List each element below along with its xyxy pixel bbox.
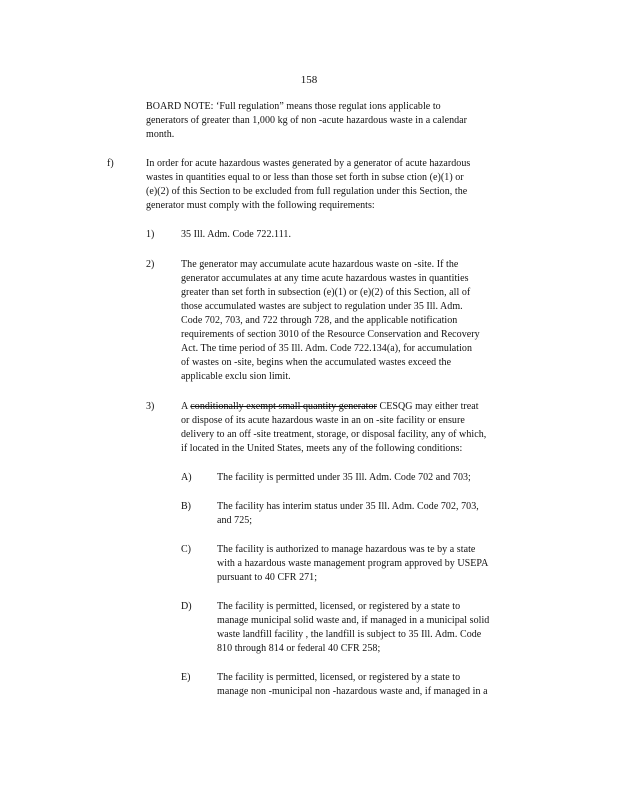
sub-c-line: with a hazardous waste management program approved by USEPA: [217, 558, 489, 569]
page-number: 158: [300, 74, 318, 86]
item-2-line: Code 702, 703, and 722 through 728, and the applicable notification: [181, 315, 458, 326]
section-f-line: wastes in quantities equal to or less than those set forth in subse ction (e)(1) or: [146, 172, 464, 183]
sub-d-line: manage municipal solid waste and, if managed in a municipal solid: [217, 615, 490, 626]
sub-e-marker: E): [181, 672, 191, 683]
section-f-line: In order for acute hazardous wastes generated by a generator of acute hazardous: [146, 158, 471, 169]
item-3-line: or dispose of its acute hazardous waste in an on -site facility or ensure: [181, 415, 465, 426]
section-f-line: generator must comply with the following requirements:: [146, 200, 375, 211]
sub-e-line: The facility is permitted, licensed, or registered by a state to: [217, 672, 461, 683]
item-2-line: applicable exclu sion limit.: [181, 371, 291, 382]
item-2-line: requirements of section 3010 of the Resource Conservation and Recovery: [181, 329, 480, 340]
item-3-first-line: [181, 400, 479, 414]
item-2-line: Act. The time period of 35 Ill. Adm. Code 722.134(a), for accumulation: [181, 343, 473, 354]
item-3-suffix: CESQG may either treat: [376, 401, 479, 412]
sub-b-line: and 725;: [217, 515, 253, 526]
item-3-line: delivery to an off -site treatment, storage, or disposal facility, any of which,: [181, 429, 487, 440]
sub-a-line: The facility is permitted under 35 Ill. Adm. Code 702 and 703;: [217, 472, 471, 483]
item-3-prefix: A: [181, 401, 191, 412]
item-2-line: of wastes on -site, begins when the accumulated wastes exceed the: [181, 357, 452, 368]
item-3-deleted-text: conditionally exempt small quantity generator: [190, 401, 377, 412]
item-1-marker: 1): [146, 229, 155, 240]
board-note-line: generators of greater than 1,000 kg of non -acute hazardous waste in a calendar: [146, 115, 468, 126]
sub-b-line: The facility has interim status under 35 Ill. Adm. Code 702, 703,: [217, 501, 479, 512]
sub-c-line: The facility is authorized to manage hazardous was te by a state: [217, 544, 476, 555]
item-2-line: The generator may accumulate acute hazardous waste on -site. If the: [181, 259, 459, 270]
sub-e-line: manage non -municipal non -hazardous waste and, if managed in a: [217, 686, 488, 697]
item-3-line: if located in the United States, meets any of the following conditions:: [181, 443, 463, 454]
item-2-marker: 2): [146, 259, 155, 270]
sub-b-marker: B): [181, 501, 191, 512]
item-3-marker: 3): [146, 401, 155, 412]
item-2-line: those accumulated wastes are subject to regulation under 35 Ill. Adm.: [181, 301, 463, 312]
sub-d-line: The facility is permitted, licensed, or registered by a state to: [217, 601, 461, 612]
sub-d-line: waste landfill facility , the landfill is subject to 35 Ill. Adm. Code: [217, 629, 482, 640]
sub-d-line: 810 through 814 or federal 40 CFR 258;: [217, 643, 381, 654]
sub-a-marker: A): [181, 472, 192, 483]
section-f-line: (e)(2) of this Section to be excluded from full regulation under this Section, the: [146, 186, 468, 197]
item-2-line: greater than set forth in subsection (e)(1) or (e)(2) of this Section, all of: [181, 287, 471, 298]
item-1-line: 35 Ill. Adm. Code 722.111.: [181, 229, 292, 240]
sub-c-marker: C): [181, 544, 191, 555]
item-2-line: generator accumulates at any time acute hazardous wastes in quantities: [181, 273, 469, 284]
section-f-marker: f): [107, 158, 114, 169]
board-note-line: BOARD NOTE: ‘Full regulation” means those regulat ions applicable to: [146, 101, 441, 112]
sub-d-marker: D): [181, 601, 192, 612]
board-note-line: month.: [146, 129, 175, 140]
sub-c-line: pursuant to 40 CFR 271;: [217, 572, 318, 583]
